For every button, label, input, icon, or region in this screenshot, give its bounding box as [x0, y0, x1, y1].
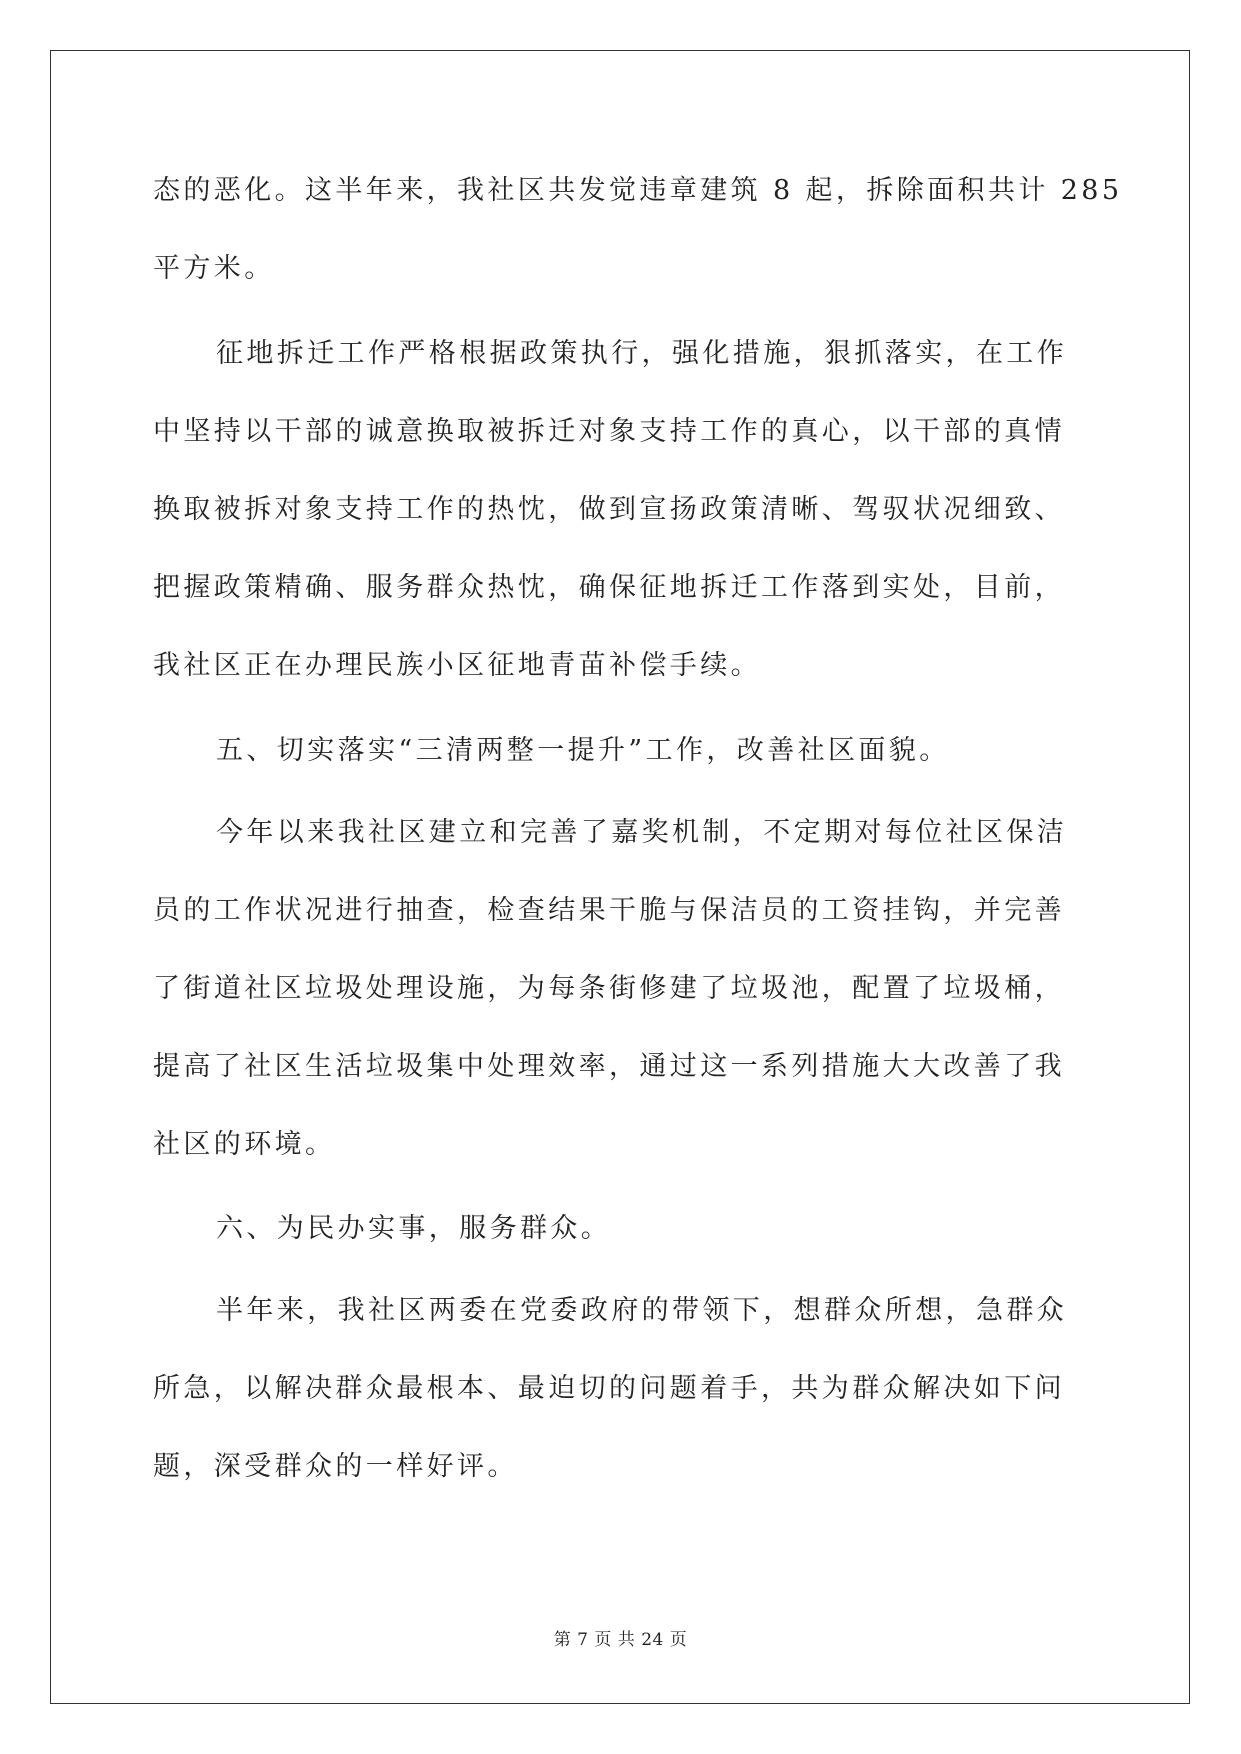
text-line-7: 我社区正在办理民族小区征地青苗补偿手续。	[153, 650, 761, 681]
text-line-11: 了街道社区垃圾处理设施，为每条街修建了垃圾池，配置了垃圾桶，	[153, 973, 1065, 1004]
text-line-12: 提高了社区生活垃圾集中处理效率，通过这一系列措施大大改善了我	[153, 1051, 1065, 1082]
text-line-13: 社区的环境。	[153, 1129, 336, 1160]
section-heading-6: 六、为民办实事，服务群众。	[216, 1213, 612, 1244]
text-line-15: 半年来，我社区两委在党委政府的带领下，想群众所想，急群众	[216, 1295, 1068, 1326]
text-line-2: 平方米。	[153, 253, 275, 284]
text-line-5: 换取被拆对象支持工作的热忱，做到宣扬政策清晰、驾驭状况细致、	[153, 494, 1065, 525]
text-line-4: 中坚持以干部的诚意换取被拆迁对象支持工作的真心，以干部的真情	[153, 416, 1065, 447]
text-line-6: 把握政策精确、服务群众热忱，确保征地拆迁工作落到实处，目前，	[153, 572, 1065, 603]
text-line-9: 今年以来我社区建立和完善了嘉奖机制，不定期对每位社区保洁	[216, 817, 1068, 848]
text-line-16: 所急，以解决群众最根本、最迫切的问题着手，共为群众解决如下问	[153, 1373, 1065, 1404]
text-line-10: 员的工作状况进行抽查，检查结果干脆与保洁员的工资挂钩，并完善	[153, 895, 1065, 926]
text-line-1: 态的恶化。这半年来，我社区共发觉违章建筑 8 起，拆除面积共计 285	[153, 175, 1123, 206]
text-line-17: 题，深受群众的一样好评。	[153, 1451, 518, 1482]
text-line-3: 征地拆迁工作严格根据政策执行，强化措施，狠抓落实，在工作	[216, 338, 1068, 369]
page-number-footer: 第 7 页 共 24 页	[553, 1630, 688, 1650]
section-heading-5: 五、切实落实“三清两整一提升”工作，改善社区面貌。	[216, 735, 950, 766]
